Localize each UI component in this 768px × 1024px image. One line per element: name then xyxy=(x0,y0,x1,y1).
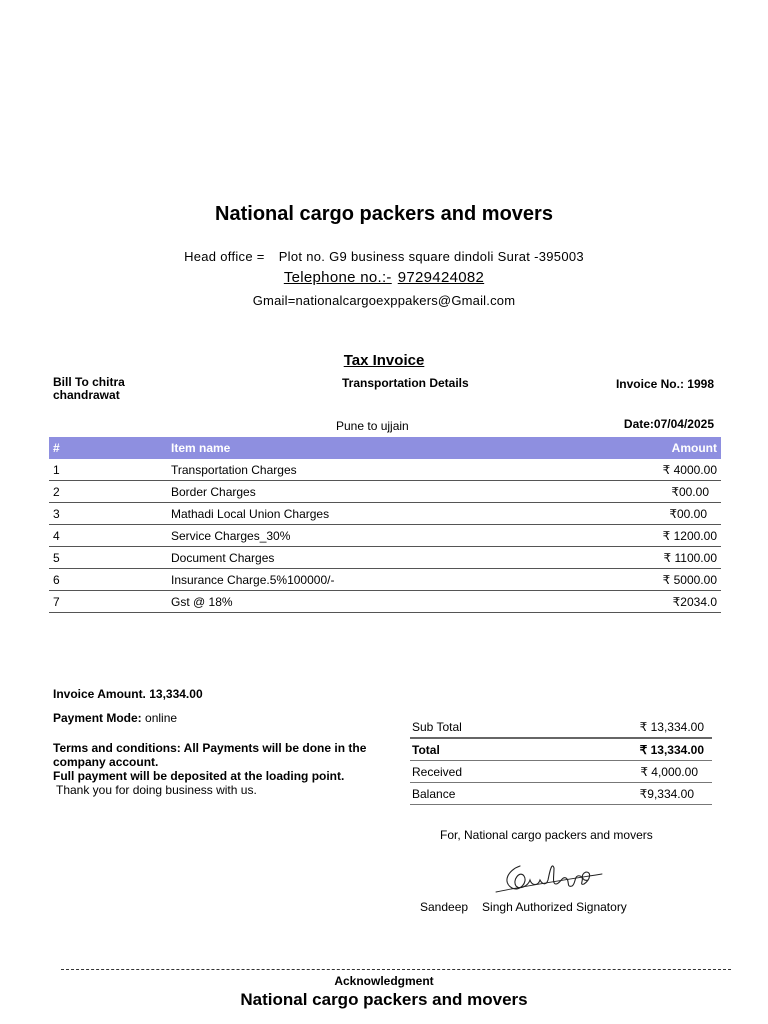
totals-table xyxy=(410,716,712,805)
items-table-header xyxy=(49,437,721,459)
header-item-name: Item name xyxy=(167,437,573,459)
subtotal-label: Sub Total xyxy=(410,716,537,738)
row-amount: ₹2034.0 xyxy=(573,591,721,613)
subtotal-value: ₹ 13,334.00 xyxy=(537,716,712,738)
row-amount: ₹00.00 xyxy=(573,503,721,525)
payment-mode-label: Payment Mode: xyxy=(53,711,142,725)
authorized-signatory xyxy=(420,900,627,914)
invoice-number: Invoice No.: 1998 xyxy=(615,377,714,391)
for-company-line: For, National cargo packers and movers xyxy=(440,828,653,842)
transportation-details-label: Transportation Details xyxy=(342,376,469,390)
row-number: 1 xyxy=(49,459,167,481)
telephone-number: 9729424082 xyxy=(397,269,485,286)
table-row xyxy=(49,503,721,525)
head-office-line xyxy=(0,249,768,264)
invoice-date: Date:07/04/2025 xyxy=(623,417,714,431)
payment-mode-value: online xyxy=(145,711,178,725)
acknowledgment-label: Acknowledgment xyxy=(334,974,434,988)
row-item-name: Service Charges_30% xyxy=(167,525,573,547)
table-row xyxy=(49,525,721,547)
telephone-label: Telephone no.:- xyxy=(283,269,392,286)
signer-first-name: Sandeep xyxy=(420,900,469,914)
row-amount: ₹ 1200.00 xyxy=(573,525,721,547)
row-item-name: Insurance Charge.5%100000/- xyxy=(167,569,573,591)
received-value: ₹ 4,000.00 xyxy=(537,761,712,783)
row-item-name: Mathadi Local Union Charges xyxy=(167,503,573,525)
balance-value: ₹9,334.00 xyxy=(537,783,712,805)
total-value: ₹ 13,334.00 xyxy=(537,738,712,761)
signature-image xyxy=(494,856,604,898)
balance-label: Balance xyxy=(410,783,537,805)
row-item-name: Gst @ 18% xyxy=(167,591,573,613)
row-item-name: Border Charges xyxy=(167,481,573,503)
received-label: Received xyxy=(410,761,537,783)
invoice-amount: Invoice Amount. 13,334.00 xyxy=(53,687,203,701)
balance-row xyxy=(410,783,712,805)
header-number: # xyxy=(49,437,167,459)
table-row xyxy=(49,459,721,481)
acknowledgment-divider xyxy=(61,969,731,970)
terms-line-2: Full payment will be deposited at the loading point. xyxy=(53,769,345,783)
total-row xyxy=(410,738,712,761)
table-row xyxy=(49,569,721,591)
total-label: Total xyxy=(410,738,537,761)
table-row xyxy=(49,481,721,503)
items-table xyxy=(49,437,721,613)
row-number: 4 xyxy=(49,525,167,547)
company-title: National cargo packers and movers xyxy=(215,203,553,225)
tax-invoice-title: Tax Invoice xyxy=(343,352,425,369)
header-amount: Amount xyxy=(573,437,721,459)
row-amount: ₹ 1100.00 xyxy=(573,547,721,569)
row-amount: ₹00.00 xyxy=(573,481,721,503)
telephone-line xyxy=(0,269,768,286)
table-row xyxy=(49,547,721,569)
terms-line-1: Terms and conditions: All Payments will be done in the company account. xyxy=(53,741,367,769)
signer-title: Singh Authorized Signatory xyxy=(482,900,627,914)
subtotal-row xyxy=(410,716,712,738)
head-office-address: Plot no. G9 business square dindoli Surat -395003 xyxy=(278,249,584,264)
row-number: 5 xyxy=(49,547,167,569)
row-amount: ₹ 5000.00 xyxy=(573,569,721,591)
row-number: 6 xyxy=(49,569,167,591)
terms-and-conditions xyxy=(53,741,373,783)
thank-you-note: Thank you for doing business with us. xyxy=(56,783,257,797)
row-amount: ₹ 4000.00 xyxy=(573,459,721,481)
gmail-line: Gmail=nationalcargoexppakers@Gmail.com xyxy=(252,293,516,308)
row-item-name: Transportation Charges xyxy=(167,459,573,481)
route: Pune to ujjain xyxy=(336,419,409,433)
table-row xyxy=(49,591,721,613)
payment-mode xyxy=(53,711,177,725)
received-row xyxy=(410,761,712,783)
row-number: 7 xyxy=(49,591,167,613)
acknowledgment-company-name: National cargo packers and movers xyxy=(240,990,528,1009)
bill-to: Bill To chitra chandrawat xyxy=(53,375,125,402)
row-number: 2 xyxy=(49,481,167,503)
head-office-label: Head office = xyxy=(184,249,265,264)
row-number: 3 xyxy=(49,503,167,525)
row-item-name: Document Charges xyxy=(167,547,573,569)
